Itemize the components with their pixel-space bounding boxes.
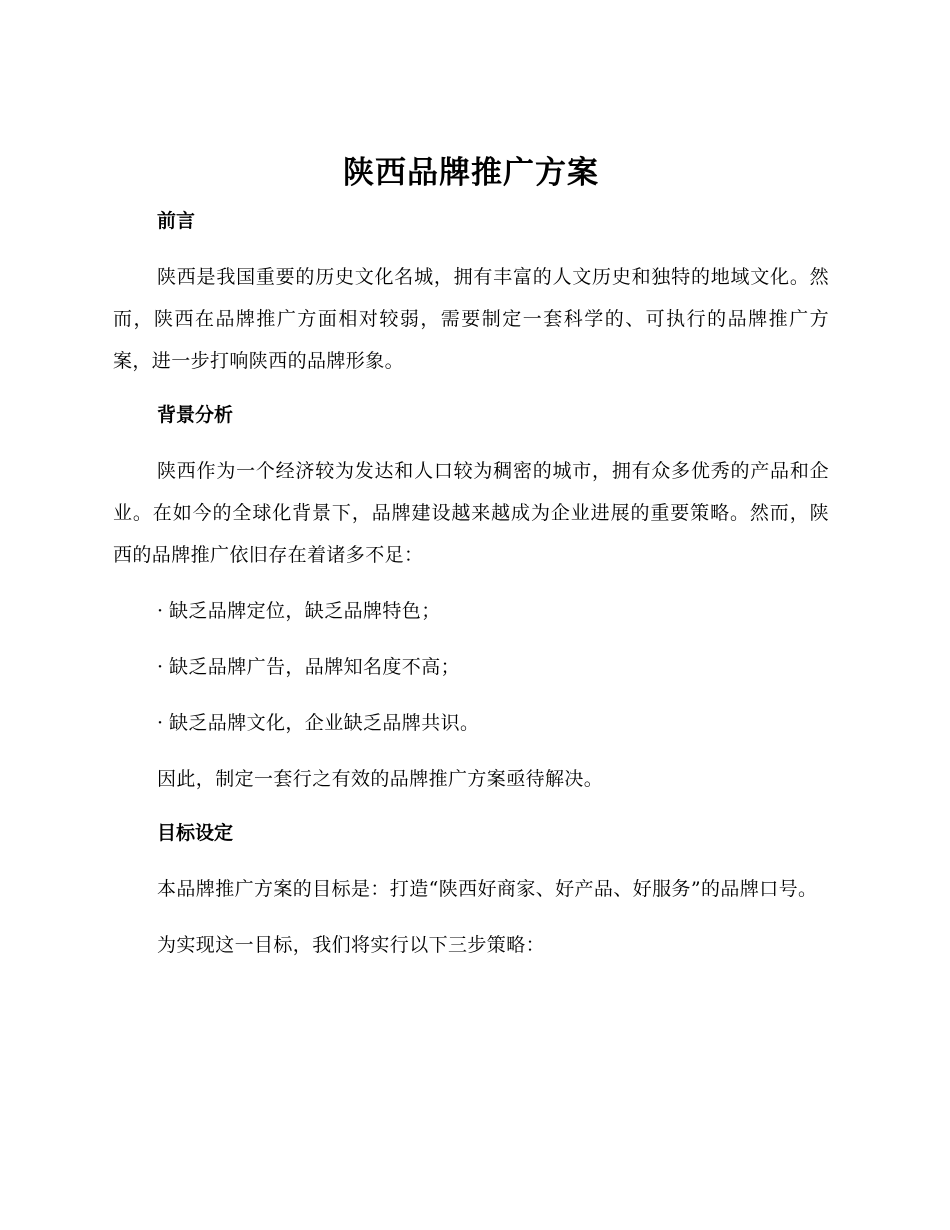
preface-paragraph: 陕西是我国重要的历史文化名城，拥有丰富的人文历史和独特的地域文化。然而，陕西在品牌推广方面相对较弱，需要制定一套科学的、可执行的品牌推广方案，进一步打响陕西的品牌形象。 [113,266,829,372]
background-paragraph: 陕西作为一个经济较为发达和人口较为稠密的城市，拥有众多优秀的产品和企业。在如今的全球化背景下，品牌建设越来越成为企业进展的重要策略。然而，陕西的品牌推广依旧存在着诸多不足： [113,460,829,566]
bullet-item [113,702,829,744]
goals-paragraph: 本品牌推广方案的目标是：打造“陕西好商家、好产品、好服务”的品牌口号。 [157,878,818,900]
bullet-text: 缺乏品牌文化，企业缺乏品牌共识。 [169,712,480,734]
document-title: 陕西品牌推广方案 [343,155,599,191]
document-body [113,150,829,966]
bullet-item [113,590,829,632]
bullet-text: 缺乏品牌定位，缺乏品牌特色； [169,600,441,622]
bullet-dot-icon: · [157,600,164,622]
section-heading-preface: 前言 [157,210,196,232]
bullet-dot-icon: · [157,712,164,734]
section-heading-background: 背景分析 [157,404,234,426]
bullet-dot-icon: · [157,656,164,678]
bullet-text: 缺乏品牌广告，品牌知名度不高； [169,656,461,678]
goals-strategy-paragraph: 为实现这一目标，我们将实行以下三步策略： [157,934,546,956]
background-closing-paragraph: 因此，制定一套行之有效的品牌推广方案亟待解决。 [157,768,604,790]
bullet-item [113,646,829,688]
section-heading-goals: 目标设定 [157,822,234,844]
